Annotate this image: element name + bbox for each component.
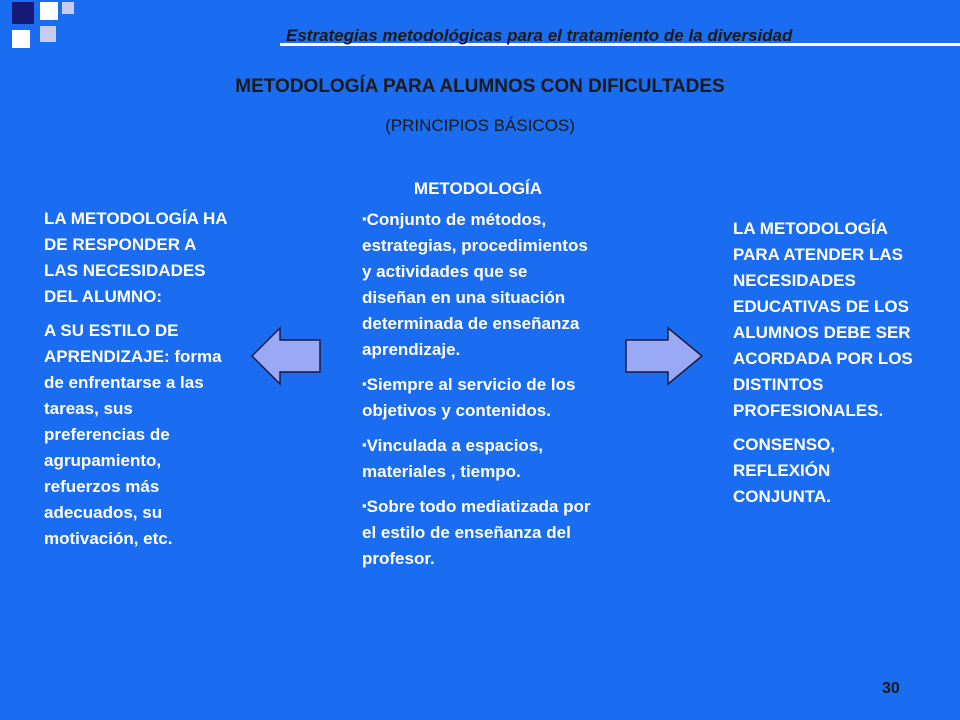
right-arrow-icon [624,326,704,386]
slide-subtitle: (PRINCIPIOS BÁSICOS) [385,116,575,135]
slide-title: METODOLOGÍA PARA ALUMNOS CON DIFICULTADES [235,76,725,97]
center-column [362,176,594,580]
page-number: 30 [882,680,900,697]
center-heading: METODOLOGÍA [413,179,543,198]
left-detail-text: A SU ESTILO DE APRENDIZAJE: forma de enfrentarse a las tareas, sus preferencias de agrupamiento, refuerzos más adecuados, su motivación, etc. [44,321,222,548]
center-bullet: ▪ Conjunto de métodos, estrategias, procedimientos y actividades que se diseñan en una situación determinada de enseñanza aprendizaje. [362,206,594,363]
center-bullet: ▪ Siempre al servicio de los objetivos y contenidos. [362,371,594,424]
presentation-title: Estrategias metodológicas para el tratamiento de la diversidad [286,26,793,45]
left-intro-text: LA METODOLOGÍA HA DE RESPONDER A LAS NECESIDADES DEL ALUMNO: [44,209,227,306]
center-bullet: ▪ Sobre todo mediatizada por el estilo de enseñanza del profesor. [362,493,594,572]
right-column [733,216,923,518]
right-conclusion-text: CONSENSO, REFLEXIÓN CONJUNTA. [733,435,836,506]
left-column [44,206,234,560]
center-bullet: ▪ Vinculada a espacios, materiales , tiempo. [362,432,594,485]
left-arrow-icon [250,326,322,386]
corner-decoration [0,0,80,60]
right-statement-text: LA METODOLOGÍA PARA ATENDER LAS NECESIDADES EDUCATIVAS DE LOS ALUMNOS DEBE SER ACORDADA POR LOS DISTINTOS PROFESIONALES. [733,219,913,420]
